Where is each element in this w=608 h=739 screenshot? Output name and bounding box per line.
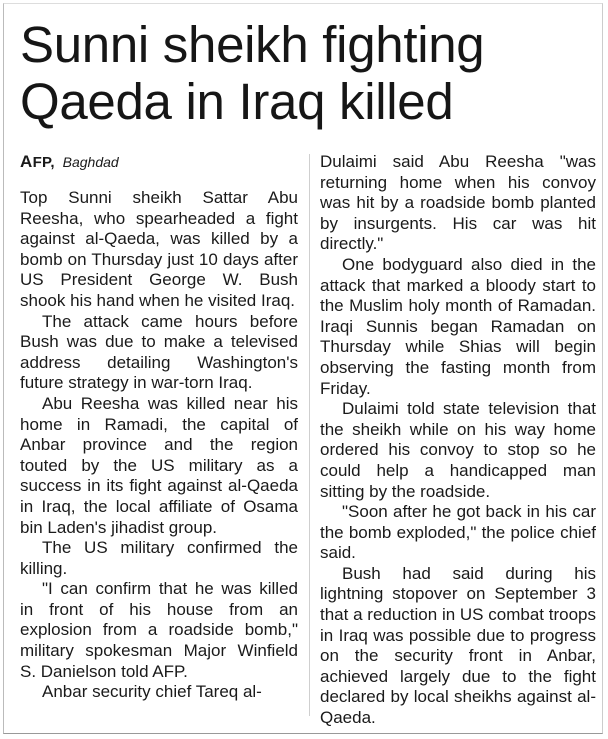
paragraph: The attack came hours before Bush was due to make a televised address detailing Washington's future strategy in war-torn Iraq.	[20, 311, 298, 393]
headline	[20, 16, 600, 130]
paragraph: Anbar security chief Tareq al-	[42, 682, 262, 702]
paragraph: Bush had said during his lightning stopover on September 3 that a reduction in US combat troops in Iraq was possible due to progress on the security front in Anbar, achieved largely due to the fight declared by local sheikhs against al-Qaeda.	[320, 563, 596, 728]
dateline	[20, 152, 298, 173]
dateline-city: Baghdad	[62, 154, 119, 170]
source-agency	[20, 154, 55, 171]
paragraph: Top Sunni sheikh Sattar Abu Reesha, who spearheaded a fight against al-Qaeda, was killed by a bomb on Thursday just 10 days after US President George W. Bush shook his hand when he visited Iraq.	[20, 188, 298, 310]
headline-line-1: Sunni sheikh fighting	[20, 16, 485, 73]
paragraph: Abu Reesha was killed near his home in Ramadi, the capital of Anbar province and the region touted by the US military as a success in its fight against al-Qaeda in Iraq, the local affiliate of Osama bin Laden's jihadist group.	[20, 393, 298, 537]
paragraph: Dulaimi said Abu Reesha "was returning home when his convoy was hit by a roadside bomb planted by insurgents. His car was hit directly."	[320, 152, 596, 254]
paragraph: One bodyguard also died in the attack that marked a bloody start to the Muslim holy month of Ramadan. Iraqi Sunnis began Ramadan on Thursday while Shias will begin observing the fasting month from Friday.	[320, 254, 596, 398]
paragraph: Dulaimi told state television that the sheikh while on his way home ordered his convoy to stop so he could help a handicapped man sitting by the roadside.	[320, 399, 596, 501]
headline-line-2: Qaeda in Iraq killed	[20, 73, 454, 130]
source-initial: A	[20, 152, 33, 171]
paragraph: The US military confirmed the killing.	[20, 538, 298, 578]
column-divider	[309, 154, 310, 716]
source-rest: FP,	[32, 154, 55, 171]
left-column	[20, 152, 298, 703]
paragraph: "I can confirm that he was killed in front of his house from an explosion from a roadside bomb," military spokesman Major Winfield S. Danielson told AFP.	[20, 579, 298, 681]
paragraph: "Soon after he got back in his car the bomb exploded," the police chief said.	[320, 502, 596, 563]
right-column	[320, 152, 596, 729]
